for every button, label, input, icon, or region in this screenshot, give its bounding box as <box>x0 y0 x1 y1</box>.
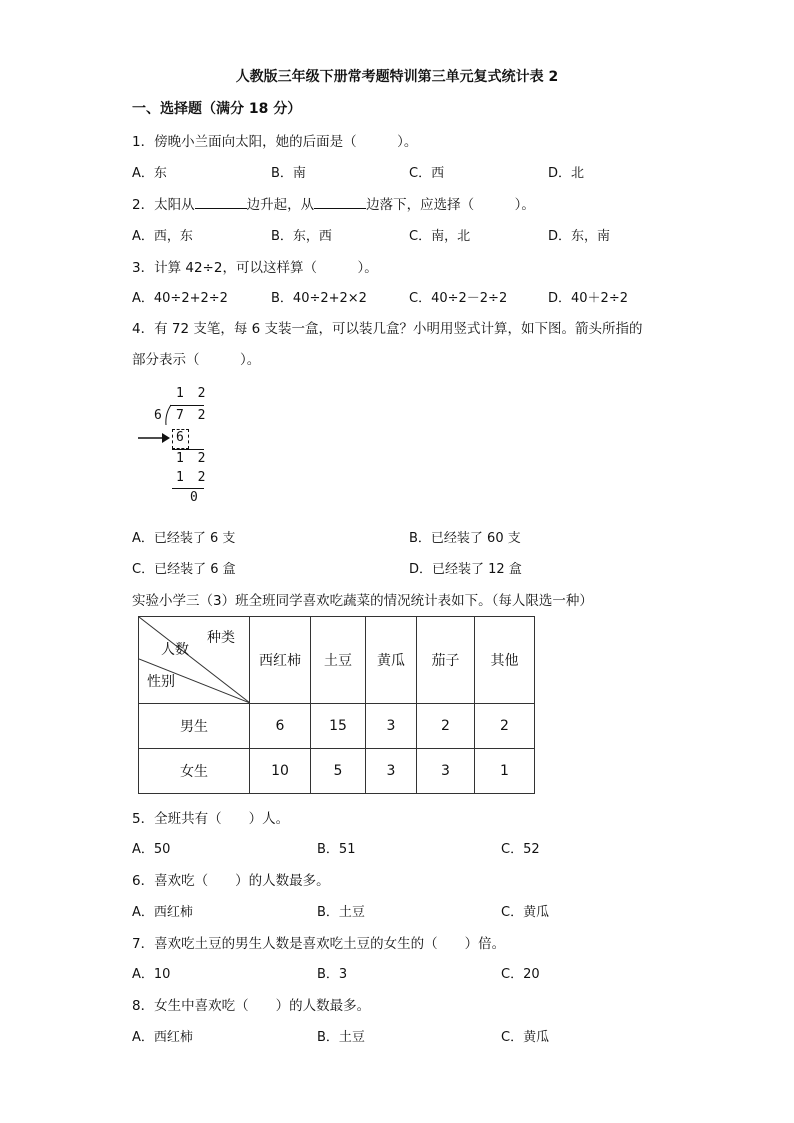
table-cell: 3 <box>417 749 475 794</box>
corner-label-count: 人数 <box>161 642 189 658</box>
q7-option-b[interactable]: B．3 <box>317 967 348 982</box>
division-remainder: 0 <box>190 490 201 505</box>
table-row <box>139 704 535 749</box>
q2-option-d[interactable]: D．东，南 <box>548 229 611 244</box>
division-step-2: 1 2 <box>176 451 209 466</box>
q4-option-a[interactable]: A．已经装了 6 支 <box>132 531 236 546</box>
q4-option-b[interactable]: B．已经装了 60 支 <box>409 531 521 546</box>
column-header: 黄瓜 <box>366 617 417 704</box>
q7-option-c[interactable]: C．20 <box>501 967 540 982</box>
table-cell: 1 <box>475 749 535 794</box>
question-6: 6．喜欢吃（ ）的人数最多。 <box>132 873 330 889</box>
table-cell: 10 <box>250 749 311 794</box>
q7-option-a[interactable]: A．10 <box>132 967 171 982</box>
q1-option-a[interactable]: A．东 <box>132 166 167 181</box>
question-5: 5．全班共有（ ）人。 <box>132 811 290 827</box>
corner-label-gender: 性别 <box>147 674 175 690</box>
table-cell: 2 <box>417 704 475 749</box>
table-cell: 15 <box>311 704 366 749</box>
q8-option-a[interactable]: A．西红柿 <box>132 1030 193 1045</box>
table-corner-cell <box>139 617 250 704</box>
corner-label-category: 种类 <box>207 630 235 646</box>
division-bracket <box>164 404 172 426</box>
q3-option-a[interactable]: A．40÷2+2÷2 <box>132 291 228 306</box>
q2-blank-1[interactable] <box>195 196 247 209</box>
q6-option-a[interactable]: A．西红柿 <box>132 905 193 920</box>
table-cell: 3 <box>366 749 417 794</box>
long-division-figure <box>136 386 216 511</box>
q3-option-b[interactable]: B．40÷2+2×2 <box>271 291 367 306</box>
q3-option-d[interactable]: D．40＋2÷2 <box>548 291 628 306</box>
q2-option-b[interactable]: B．东，西 <box>271 229 332 244</box>
q3-option-c[interactable]: C．40÷2－2÷2 <box>409 291 508 306</box>
division-divisor: 6 <box>154 408 165 423</box>
table-intro: 实验小学三（3）班全班同学喜欢吃蔬菜的情况统计表如下。（每人限选一种） <box>132 593 593 609</box>
q2-text-part3: 边落下，应选择（ ）。 <box>366 197 535 213</box>
q2-text-part1: 2．太阳从 <box>132 197 195 213</box>
page-title: 人教版三年级下册常考题特训第三单元复式统计表 2 <box>235 69 559 85</box>
q1-option-c[interactable]: C．西 <box>409 166 445 181</box>
question-8: 8．女生中喜欢吃（ ）的人数最多。 <box>132 998 371 1014</box>
q6-option-c[interactable]: C．黄瓜 <box>501 905 550 920</box>
question-4-line-1: 4．有 72 支笔，每 6 支装一盒，可以装几盒？小明用竖式计算，如下图。箭头所指的 <box>132 321 643 337</box>
division-line-2 <box>172 488 204 489</box>
q5-option-c[interactable]: C．52 <box>501 842 540 857</box>
q2-blank-2[interactable] <box>314 196 366 209</box>
division-step-3: 1 2 <box>176 470 209 485</box>
q6-option-b[interactable]: B．土豆 <box>317 905 365 920</box>
q8-option-b[interactable]: B．土豆 <box>317 1030 365 1045</box>
q2-option-c[interactable]: C．南，北 <box>409 229 471 244</box>
column-header: 西红柿 <box>250 617 311 704</box>
q1-option-d[interactable]: D．北 <box>548 166 585 181</box>
q5-option-b[interactable]: B．51 <box>317 842 356 857</box>
column-header: 其他 <box>475 617 535 704</box>
division-bar <box>170 405 204 406</box>
table-row <box>139 749 535 794</box>
q2-text-part2: 边升起，从 <box>246 197 315 213</box>
column-header: 茄子 <box>417 617 475 704</box>
question-4-line-2: 部分表示（ ）。 <box>132 352 261 368</box>
table-cell: 3 <box>366 704 417 749</box>
q2-option-a[interactable]: A．西，东 <box>132 229 193 244</box>
section-heading: 一、选择题（满分 18 分） <box>132 101 302 117</box>
table-cell: 2 <box>475 704 535 749</box>
table-cell: 6 <box>250 704 311 749</box>
division-step-1: 6 <box>176 430 187 445</box>
question-7: 7．喜欢吃土豆的男生人数是喜欢吃土豆的女生的（ ）倍。 <box>132 936 506 952</box>
question-1: 1．傍晚小兰面向太阳，她的后面是（ ）。 <box>132 134 418 150</box>
q4-option-d[interactable]: D．已经装了 12 盒 <box>409 562 522 577</box>
division-dividend: 7 2 <box>176 408 209 423</box>
row-label: 男生 <box>139 704 250 749</box>
arrow-right-icon <box>136 431 172 445</box>
q8-option-c[interactable]: C．黄瓜 <box>501 1030 550 1045</box>
division-quotient: 1 2 <box>176 386 209 401</box>
table-cell: 5 <box>311 749 366 794</box>
q5-option-a[interactable]: A．50 <box>132 842 171 857</box>
q1-option-b[interactable]: B．南 <box>271 166 306 181</box>
question-2 <box>132 193 535 213</box>
vegetable-stats-table <box>138 616 535 794</box>
column-header: 土豆 <box>311 617 366 704</box>
row-label: 女生 <box>139 749 250 794</box>
division-line-1 <box>172 449 204 450</box>
q4-option-c[interactable]: C．已经装了 6 盒 <box>132 562 236 577</box>
question-3: 3．计算 42÷2，可以这样算（ ）。 <box>132 260 378 276</box>
